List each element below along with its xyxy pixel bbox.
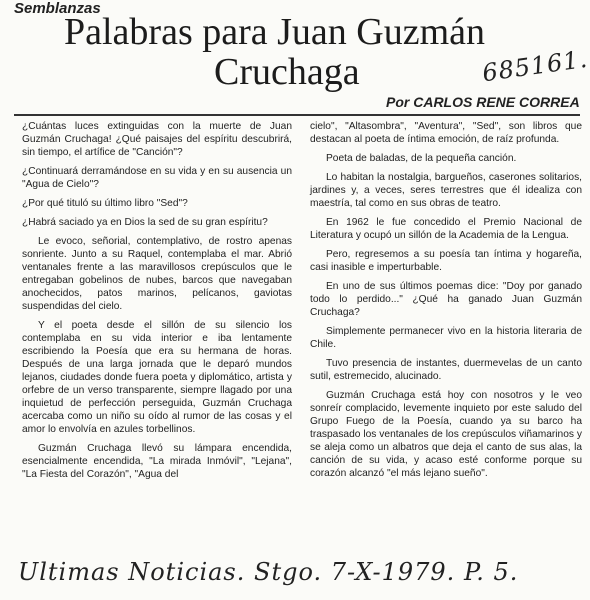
- paragraph: ¿Continuará derramándose en su vida y en su ausencia un "Agua de Cielo"?: [22, 166, 292, 190]
- byline: Por CARLOS RENE CORREA: [386, 94, 580, 110]
- title-line-1: Palabras para Juan Guzmán: [64, 11, 486, 53]
- section-label: Semblanzas: [14, 0, 101, 17]
- left-column: [22, 120, 292, 487]
- handwritten-source-note: Ultimas Noticias. Stgo. 7-X-1979. P. 5.: [18, 558, 519, 586]
- paragraph: Simplemente permanecer vivo en la historia literaria de Chile.: [310, 326, 582, 350]
- paragraph: Tuvo presencia de instantes, duermevelas de un canto sutil, estremecido, alucinado.: [310, 358, 582, 382]
- paragraph: ¿Cuántas luces extinguidas con la muerte de Juan Guzmán Cruchaga! ¿Qué paisajes del espíritu descubrirá, sin tiempo, el artífice de "Canción"?: [22, 121, 292, 158]
- paragraph: Pero, regresemos a su poesía tan íntima y hogareña, casi inasible e imperturbable.: [310, 249, 582, 273]
- right-column: [310, 120, 582, 486]
- paragraph: Le evoco, señorial, contemplativo, de rostro apenas sonriente. Junto a su Raquel, contemplaba el mar. Abrió ventanales frente a las maravillosos crepúsculos que le entregaban gobelinos de nubes, barcos que navegaban anochecidos, patos marinos, pelícanos, gaviotas suspendidas del cielo.: [22, 236, 292, 312]
- paragraph: En 1962 le fue concedido el Premio Nacional de Literatura y ocupó un sillón de la Academia de la Lengua.: [310, 217, 582, 241]
- paragraph: cielo", "Altasombra", "Aventura", "Sed", son libros que destacan al poeta de íntima emoción, de raíz profunda.: [310, 121, 582, 145]
- paragraph: Lo habitan la nostalgia, bargueños, caserones solitarios, jardines y, a veces, seres terrestres que él idealiza con maestría, tal como en sus obras de teatro.: [310, 172, 582, 209]
- paragraph: ¿Habrá saciado ya en Dios la sed de su gran espíritu?: [22, 217, 268, 228]
- paragraph: Guzmán Cruchaga llevó su lámpara encendida, esencialmente encendida, "La mirada Inmóvil", "Lejana", "La Fiesta del Corazón", "Agua del: [22, 443, 292, 480]
- paragraph: Guzmán Cruchaga está hoy con nosotros y le veo sonreír complacido, levemente inquieto por este saludo del Grupo Fuego de la Poesía, cuando ya su barco ha traspasado los ventanales de los crepúsculos viñamarinos y se aleja como un albatros que deja el canto de sus alas, la canción de su vida, y acaso esté conforme porque su corazón alcanzó "el más lejano sueño".: [310, 390, 582, 479]
- paragraph: Y el poeta desde el sillón de su silencio los contemplaba en su vida interior e iba lentamente escribiendo la Poesía que era su hermana de horas. Después de una larga jornada que le deparó mundos lejanos, ciudades donde fuera poeta y diplomático, artista y orfebre de un verso transparente, siempre llagado por una inquietud de perfección perseguida, Guzmán Cruchaga acercaba como un niño su oído al rumor de las cosas y el amor lo envolvía en azules torbellinos.: [22, 320, 292, 435]
- title-line-2: Cruchaga: [214, 51, 360, 93]
- title-rule: [14, 114, 580, 116]
- paragraph: En uno de sus últimos poemas dice: "Doy por ganado todo lo perdido..." ¿Qué ha ganado Juan Guzmán Cruchaga?: [310, 281, 582, 318]
- paragraph: ¿Por qué tituló su último libro "Sed"?: [22, 198, 188, 209]
- handwritten-accession-number: 685161.: [480, 44, 590, 88]
- paragraph: Poeta de baladas, de la pequeña canción.: [326, 153, 517, 164]
